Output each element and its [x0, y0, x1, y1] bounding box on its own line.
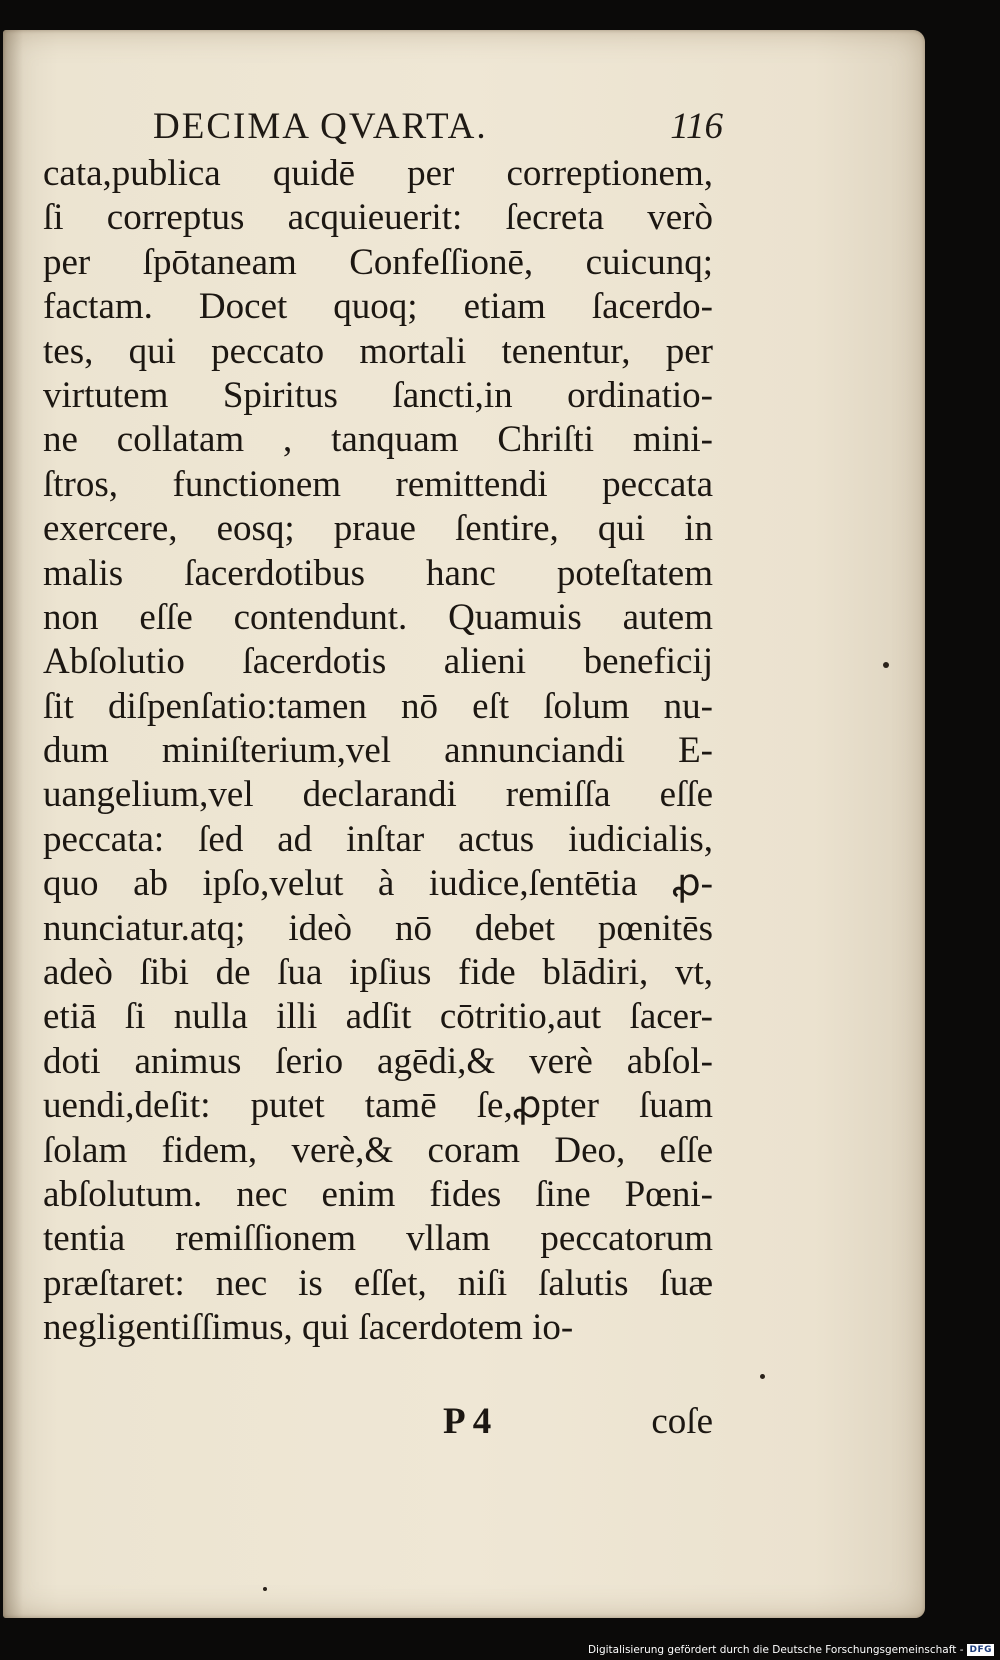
text-line: tes, qui peccato mortali tenentur, per	[43, 330, 713, 372]
funding-note	[588, 1644, 994, 1656]
text-line: ſtros, functionem remittendi peccata	[43, 463, 713, 505]
ink-speck	[883, 662, 889, 668]
text-line: uendi,deſit: putet tamē ſe,ꝓpter ſuam	[43, 1085, 713, 1127]
text-line: ſolam fidem, verè,& coram Deo, eſſe	[43, 1129, 713, 1171]
text-line: uangelium,vel declarandi remiſſa eſſe	[43, 774, 713, 816]
text-line: ſit diſpenſatio:tamen nō eſt ſolum nu-	[43, 685, 713, 727]
catchword: coſe	[651, 1401, 713, 1442]
signature-mark: P 4	[443, 1401, 492, 1442]
ink-speck	[760, 1374, 765, 1379]
text-line: adeò ſibi de ſua ipſius fide blādiri, vt,	[43, 952, 713, 994]
text-line: non eſſe contendunt. Quamuis autem	[43, 596, 713, 638]
text-line: tentia remiſſionem vllam peccatorum	[43, 1218, 713, 1260]
page-footer	[443, 1400, 713, 1450]
body-text	[43, 152, 713, 1351]
ink-speck	[263, 1587, 267, 1591]
text-line: Abſolutio ſacerdotis alieni beneficij	[43, 641, 713, 683]
dfg-logo-icon: DFG	[969, 1645, 992, 1655]
running-title: DECIMA QVARTA.	[153, 106, 488, 147]
funding-text: Digitalisierung gefördert durch die Deutsche Forschungsgemeinschaft -	[587, 1644, 964, 1656]
text-line: etiā ſi nulla illi adſit cōtritio,aut ſacer-	[43, 996, 713, 1038]
text-line: ne collatam , tanquam Chriſti mini-	[43, 419, 713, 461]
page-header	[153, 105, 723, 155]
text-line: per ſpōtaneam Confeſſionē, cuicunq;	[43, 241, 713, 283]
text-line: quo ab ipſo,velut à iudice,ſentētia ꝓ-	[43, 863, 713, 905]
text-line: peccata: ſed ad inſtar actus iudicialis,	[43, 818, 713, 860]
text-line: nunciatur.atq; ideò nō debet pœnitēs	[43, 907, 713, 949]
text-line: factam. Docet quoq; etiam ſacerdo-	[43, 286, 713, 328]
text-line: exercere, eosq; praue ſentire, qui in	[43, 508, 713, 550]
text-line: doti animus ſerio agēdi,& verè abſol-	[43, 1040, 713, 1082]
text-line: negligentiſſimus, qui ſacerdotem io-	[43, 1307, 574, 1349]
text-line: dum miniſterium,vel annunciandi E-	[43, 730, 713, 772]
text-line: cata,publica quidē per correptionem,	[43, 153, 713, 194]
book-page	[3, 30, 925, 1618]
page-number: 116	[670, 106, 723, 147]
text-line: virtutem Spiritus ſancti,in ordinatio-	[43, 374, 713, 416]
text-line: ſi correptus acquieuerit: ſecreta verò	[43, 197, 713, 239]
text-line: malis ſacerdotibus hanc poteſtatem	[43, 552, 713, 594]
text-line: præſtaret: nec is eſſet, niſi ſalutis ſuæ	[43, 1262, 713, 1304]
text-line: abſolutum. nec enim fides ſine Pœni-	[43, 1173, 713, 1215]
